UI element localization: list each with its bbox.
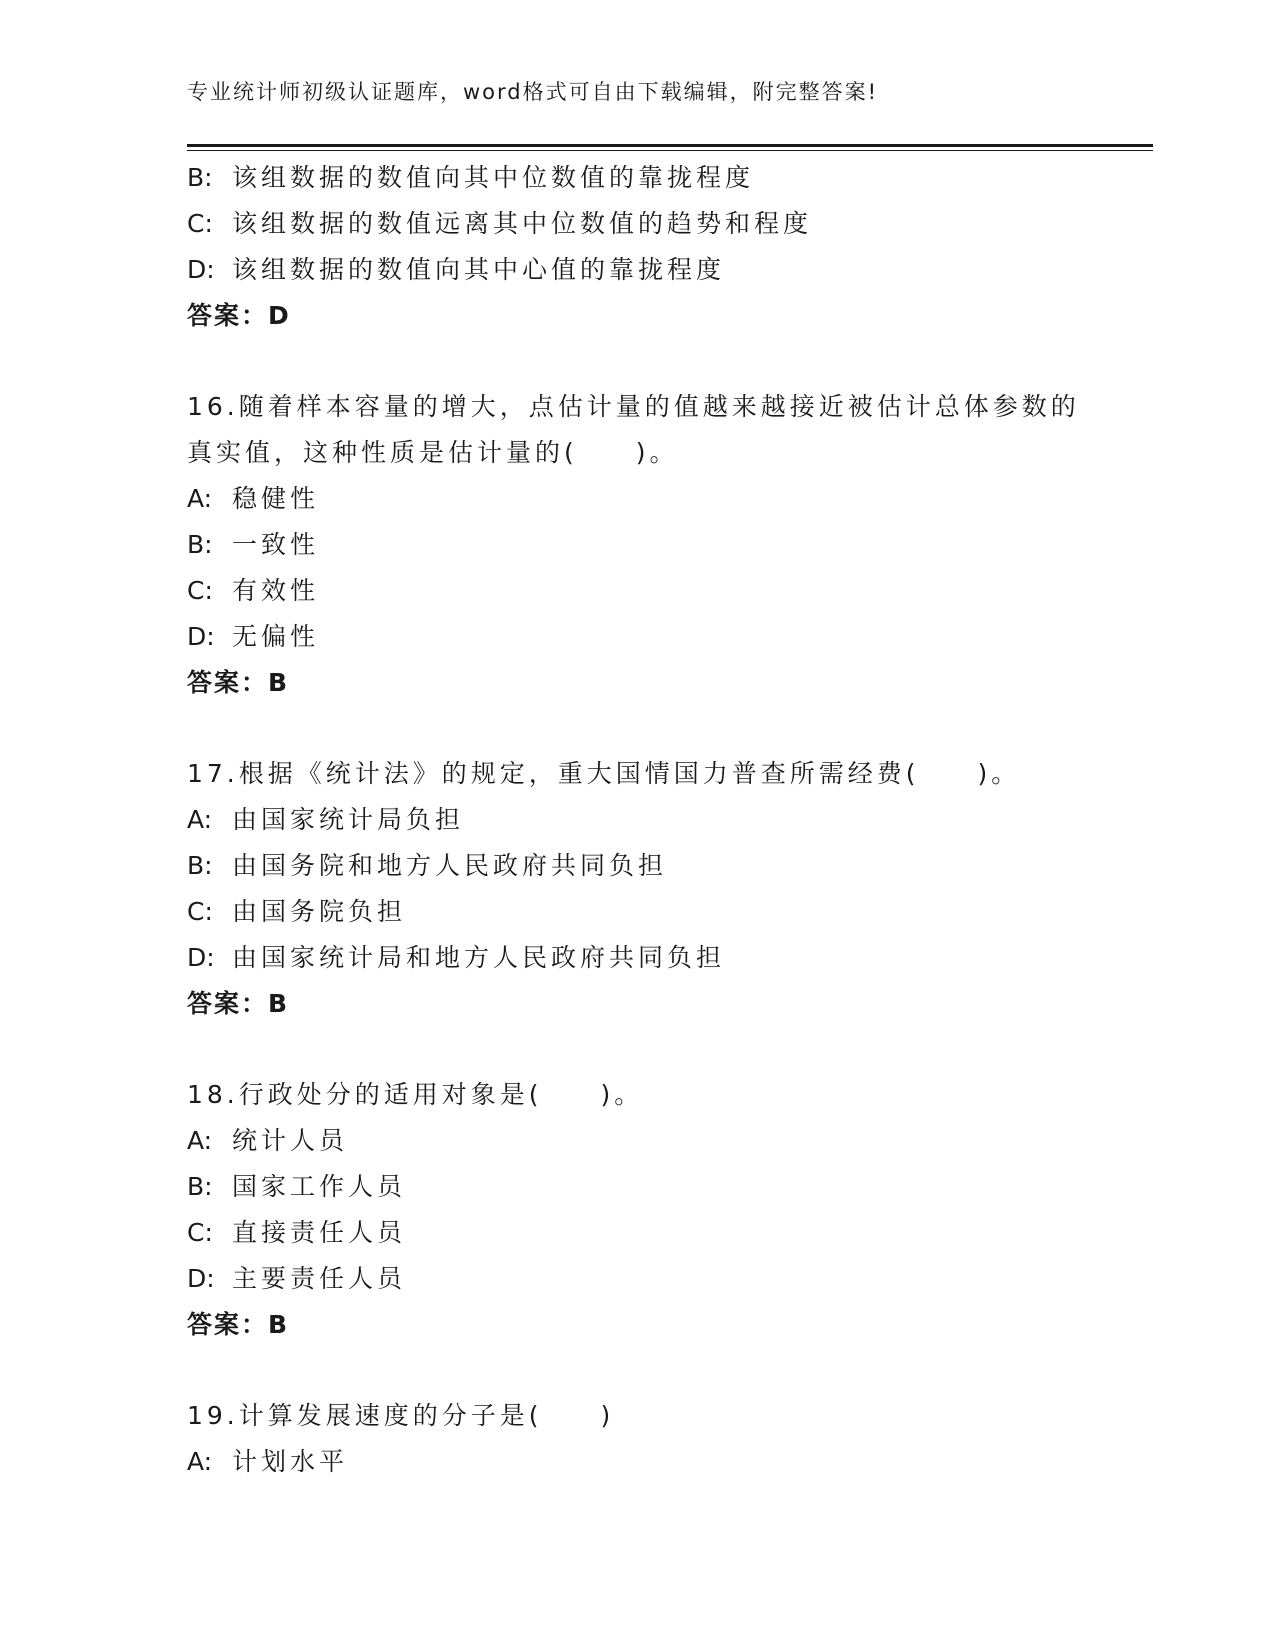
- option-key: D:: [187, 255, 215, 284]
- option-text: 该组数据的数值远离其中位数值的趋势和程度: [232, 209, 813, 238]
- answer-option: [187, 1118, 1087, 1164]
- question-block: [187, 751, 1087, 1027]
- question-list: [187, 155, 1087, 1485]
- answer-option: [187, 476, 1087, 522]
- question-block: [187, 155, 1087, 339]
- answer-option: [187, 797, 1087, 843]
- option-key: B:: [187, 163, 213, 192]
- option-text: 主要责任人员: [232, 1264, 407, 1293]
- option-key: A:: [187, 484, 213, 513]
- page-header: 专业统计师初级认证题库，word格式可自由下载编辑，附完整答案!: [187, 80, 879, 104]
- answer-line: 答案：B: [187, 1310, 290, 1339]
- option-text: 稳健性: [232, 484, 320, 513]
- option-key: C:: [187, 897, 213, 926]
- question-stem: 17.根据《统计法》的规定，重大国情国力普查所需经费( )。: [187, 759, 1021, 788]
- option-key: A:: [187, 805, 213, 834]
- option-text: 无偏性: [232, 622, 320, 651]
- question-stem: 真实值，这种性质是估计量的( )。: [187, 438, 679, 467]
- answer-option: [187, 1256, 1087, 1302]
- answer-option: [187, 247, 1087, 293]
- option-text: 统计人员: [232, 1126, 349, 1155]
- option-key: B:: [187, 1172, 213, 1201]
- answer-option: [187, 1210, 1087, 1256]
- answer-option: [187, 935, 1087, 981]
- option-key: D:: [187, 622, 215, 651]
- header-rule-thick: [187, 144, 1153, 147]
- option-text: 由国家统计局和地方人民政府共同负担: [232, 943, 726, 972]
- option-text: 有效性: [232, 576, 320, 605]
- answer-option: [187, 843, 1087, 889]
- answer-option: [187, 568, 1087, 614]
- question-stem: 18.行政处分的适用对象是( )。: [187, 1080, 644, 1109]
- option-text: 由国务院负担: [232, 897, 407, 926]
- option-text: 直接责任人员: [232, 1218, 407, 1247]
- option-text: 该组数据的数值向其中位数值的靠拢程度: [232, 163, 755, 192]
- option-text: 国家工作人员: [232, 1172, 407, 1201]
- option-key: D:: [187, 943, 215, 972]
- option-key: A:: [187, 1447, 213, 1476]
- question-block: [187, 1393, 1087, 1485]
- header-rule-thin: [187, 150, 1153, 151]
- answer-option: [187, 522, 1087, 568]
- question-block: [187, 384, 1087, 706]
- option-text: 由国务院和地方人民政府共同负担: [232, 851, 668, 880]
- option-text: 该组数据的数值向其中心值的靠拢程度: [232, 255, 726, 284]
- option-key: C:: [187, 209, 213, 238]
- answer-line: 答案：B: [187, 668, 290, 697]
- answer-option: [187, 614, 1087, 660]
- option-key: B:: [187, 530, 213, 559]
- option-key: C:: [187, 576, 213, 605]
- option-text: 计划水平: [232, 1447, 349, 1476]
- answer-option: [187, 201, 1087, 247]
- question-stem: 16.随着样本容量的增大，点估计量的值越来越接近被估计总体参数的: [187, 392, 1080, 421]
- option-text: 一致性: [232, 530, 320, 559]
- answer-option: [187, 155, 1087, 201]
- option-key: B:: [187, 851, 213, 880]
- question-block: [187, 1072, 1087, 1348]
- option-key: A:: [187, 1126, 213, 1155]
- option-key: D:: [187, 1264, 215, 1293]
- answer-line: 答案：D: [187, 301, 291, 330]
- option-text: 由国家统计局负担: [232, 805, 465, 834]
- answer-option: [187, 1164, 1087, 1210]
- answer-option: [187, 1439, 1087, 1485]
- question-stem: 19.计算发展速度的分子是( ): [187, 1401, 615, 1430]
- answer-line: 答案：B: [187, 989, 290, 1018]
- answer-option: [187, 889, 1087, 935]
- option-key: C:: [187, 1218, 213, 1247]
